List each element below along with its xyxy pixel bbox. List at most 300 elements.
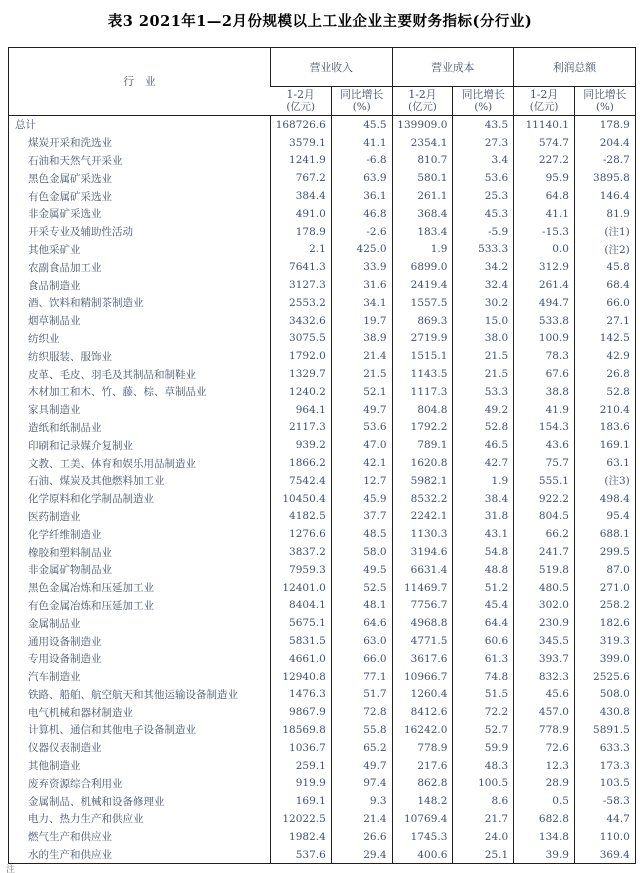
value-cell: 41.1 <box>331 134 392 152</box>
industry-cell: 造纸和纸制品业 <box>28 421 102 434</box>
value-cell: 15.0 <box>453 312 514 330</box>
value-cell: 10769.4 <box>392 810 453 828</box>
value-cell: 9867.9 <box>271 703 332 721</box>
subheader-line2: (%) <box>474 101 493 113</box>
subheader-line1: 同比增长 <box>461 88 505 101</box>
value-cell: 66.0 <box>331 650 392 668</box>
value-cell: 5831.5 <box>271 632 332 650</box>
industry-cell: 仪器仪表制造业 <box>28 742 102 755</box>
table-row <box>9 223 636 241</box>
table-row <box>9 169 636 187</box>
value-cell: 3432.6 <box>271 312 332 330</box>
value-cell: 182.6 <box>574 614 635 632</box>
value-cell: 10450.4 <box>271 490 332 508</box>
value-cell: 1866.2 <box>271 454 332 472</box>
value-cell: 46.8 <box>331 205 392 223</box>
table-row <box>9 561 636 579</box>
value-cell: 230.9 <box>514 614 575 632</box>
value-cell: -15.3 <box>514 223 575 241</box>
value-cell: 810.7 <box>392 152 453 170</box>
value-cell: 97.4 <box>331 774 392 792</box>
table-row <box>9 650 636 668</box>
value-cell: 1982.4 <box>271 828 332 846</box>
value-cell: 148.2 <box>392 792 453 810</box>
value-cell: 271.0 <box>574 579 635 597</box>
financial-indicators-table <box>8 47 636 864</box>
value-cell: 682.8 <box>514 810 575 828</box>
value-cell: 74.8 <box>453 668 514 686</box>
value-cell: (注1) <box>574 223 635 241</box>
value-cell: 59.9 <box>453 739 514 757</box>
value-cell: 3194.6 <box>392 543 453 561</box>
table-row <box>9 276 636 294</box>
value-cell: 27.3 <box>453 134 514 152</box>
value-cell: 299.5 <box>574 543 635 561</box>
value-cell: 319.3 <box>574 632 635 650</box>
table-row <box>9 401 636 419</box>
subheader-line1: 同比增长 <box>583 88 627 101</box>
value-cell: 508.0 <box>574 686 635 704</box>
value-cell: 3579.1 <box>271 134 332 152</box>
value-cell: 29.4 <box>331 846 392 864</box>
value-cell: 33.9 <box>331 258 392 276</box>
industry-cell: 印刷和记录媒介复制业 <box>28 439 133 452</box>
subheader-revenue-amount <box>271 87 332 116</box>
value-cell: 345.5 <box>514 632 575 650</box>
value-cell: 4661.0 <box>271 650 332 668</box>
table-row <box>9 810 636 828</box>
value-cell: -28.7 <box>574 152 635 170</box>
value-cell: 533.3 <box>453 241 514 259</box>
value-cell: 53.6 <box>331 419 392 437</box>
value-cell: 1329.7 <box>271 365 332 383</box>
value-cell: 25.1 <box>453 846 514 864</box>
subheader-line1: 同比增长 <box>340 88 384 101</box>
value-cell: 767.2 <box>271 169 332 187</box>
value-cell: 1620.8 <box>392 454 453 472</box>
value-cell: 259.1 <box>271 757 332 775</box>
table-row <box>9 846 636 864</box>
value-cell: 38.8 <box>514 383 575 401</box>
value-cell: 384.4 <box>271 187 332 205</box>
value-cell: 58.0 <box>331 543 392 561</box>
value-cell: 48.5 <box>331 525 392 543</box>
industry-cell: 食品制造业 <box>28 279 81 292</box>
value-cell: 43.5 <box>453 116 514 134</box>
value-cell: 100.5 <box>453 774 514 792</box>
industry-cell: 非金属矿采选业 <box>28 208 102 221</box>
value-cell: 1260.4 <box>392 686 453 704</box>
value-cell: 11469.7 <box>392 579 453 597</box>
value-cell: 204.4 <box>574 134 635 152</box>
table-row <box>9 739 636 757</box>
value-cell: 27.1 <box>574 312 635 330</box>
industry-cell: 金属制品、机械和设备修理业 <box>28 795 165 808</box>
subheader-line2: (%) <box>352 101 371 113</box>
value-cell: 39.9 <box>514 846 575 864</box>
industry-cell: 有色金属矿采选业 <box>28 190 112 203</box>
value-cell: -5.9 <box>453 223 514 241</box>
value-cell: 41.9 <box>514 401 575 419</box>
table-row <box>9 365 636 383</box>
value-cell: 832.3 <box>514 668 575 686</box>
value-cell: 12401.0 <box>271 579 332 597</box>
value-cell: 53.6 <box>453 169 514 187</box>
industry-cell: 黑色金属冶炼和压延加工业 <box>28 582 154 595</box>
industry-cell: 废弃资源综合利用业 <box>28 777 123 790</box>
table-row <box>9 828 636 846</box>
table-row <box>9 579 636 597</box>
value-cell: 55.8 <box>331 721 392 739</box>
value-cell: 258.2 <box>574 597 635 615</box>
value-cell: 3617.6 <box>392 650 453 668</box>
value-cell: 48.3 <box>453 757 514 775</box>
value-cell: 5891.5 <box>574 721 635 739</box>
value-cell: 368.4 <box>392 205 453 223</box>
value-cell: 51.5 <box>453 686 514 704</box>
value-cell: 178.9 <box>271 223 332 241</box>
value-cell: 688.1 <box>574 525 635 543</box>
value-cell: 48.8 <box>453 561 514 579</box>
table-body <box>9 116 636 864</box>
value-cell: 67.6 <box>514 365 575 383</box>
value-cell: 261.4 <box>514 276 575 294</box>
industry-cell: 酒、饮料和精制茶制造业 <box>28 297 144 310</box>
subheader-line2: (亿元) <box>408 101 437 113</box>
value-cell: 241.7 <box>514 543 575 561</box>
value-cell: 480.5 <box>514 579 575 597</box>
value-cell: 804.5 <box>514 508 575 526</box>
value-cell: 369.4 <box>574 846 635 864</box>
subheader-revenue-growth <box>331 87 392 116</box>
value-cell: 28.9 <box>514 774 575 792</box>
value-cell: 64.4 <box>453 614 514 632</box>
value-cell: 38.4 <box>453 490 514 508</box>
group-header-cost: 营业成本 <box>392 48 514 87</box>
value-cell: 519.8 <box>514 561 575 579</box>
table-row <box>9 614 636 632</box>
value-cell: 48.1 <box>331 597 392 615</box>
value-cell: 52.5 <box>331 579 392 597</box>
table-row <box>9 205 636 223</box>
value-cell: 217.6 <box>392 757 453 775</box>
value-cell: 804.8 <box>392 401 453 419</box>
industry-cell: 电气机械和器材制造业 <box>28 706 133 719</box>
value-cell: 34.2 <box>453 258 514 276</box>
value-cell: 30.2 <box>453 294 514 312</box>
value-cell: 1792.2 <box>392 419 453 437</box>
industry-cell: 煤炭开采和洗选业 <box>28 137 112 150</box>
value-cell: 49.5 <box>331 561 392 579</box>
value-cell: 964.1 <box>271 401 332 419</box>
value-cell: 11140.1 <box>514 116 575 134</box>
table-row <box>9 757 636 775</box>
table-row <box>9 134 636 152</box>
value-cell: 65.2 <box>331 739 392 757</box>
table-row <box>9 241 636 259</box>
table-row <box>9 152 636 170</box>
industry-cell: 家具制造业 <box>28 404 81 417</box>
industry-cell: 计算机、通信和其他电子设备制造业 <box>28 724 196 737</box>
value-cell: 183.6 <box>574 419 635 437</box>
industry-cell: 汽车制造业 <box>28 671 81 684</box>
value-cell: 45.3 <box>453 205 514 223</box>
value-cell: 77.1 <box>331 668 392 686</box>
value-cell: 42.1 <box>331 454 392 472</box>
value-cell: 168726.6 <box>271 116 332 134</box>
value-cell: 778.9 <box>514 721 575 739</box>
value-cell: 146.4 <box>574 187 635 205</box>
value-cell: 100.9 <box>514 330 575 348</box>
value-cell: 580.1 <box>392 169 453 187</box>
value-cell: 537.6 <box>271 846 332 864</box>
table-row <box>9 116 636 134</box>
industry-cell: 燃气生产和供应业 <box>28 831 112 844</box>
industry-cell: 其他制造业 <box>28 760 81 773</box>
industry-cell: 石油和天然气开采业 <box>28 154 123 167</box>
value-cell: 37.7 <box>331 508 392 526</box>
value-cell: 399.0 <box>574 650 635 668</box>
table-row <box>9 525 636 543</box>
value-cell: 44.7 <box>574 810 635 828</box>
value-cell: -2.6 <box>331 223 392 241</box>
subheader-profit-amount <box>514 87 575 116</box>
table-row <box>9 490 636 508</box>
value-cell: 42.9 <box>574 347 635 365</box>
value-cell: 103.5 <box>574 774 635 792</box>
value-cell: 3.4 <box>453 152 514 170</box>
value-cell: 34.1 <box>331 294 392 312</box>
industry-cell: 非金属矿物制品业 <box>28 564 112 577</box>
value-cell: 45.5 <box>331 116 392 134</box>
value-cell: 3075.5 <box>271 330 332 348</box>
group-header-row <box>9 48 636 87</box>
value-cell: 430.8 <box>574 703 635 721</box>
value-cell: 3895.8 <box>574 169 635 187</box>
table-row <box>9 686 636 704</box>
industry-cell: 医药制造业 <box>28 510 81 523</box>
value-cell: 227.2 <box>514 152 575 170</box>
value-cell: 21.4 <box>331 347 392 365</box>
value-cell: 302.0 <box>514 597 575 615</box>
industry-cell: 石油、煤炭及其他燃料加工业 <box>28 475 165 488</box>
subheader-cost-growth <box>453 87 514 116</box>
table-row <box>9 543 636 561</box>
industry-cell: 电力、热力生产和供应业 <box>28 813 144 826</box>
table-row <box>9 668 636 686</box>
industry-cell: 农副食品加工业 <box>28 261 102 274</box>
value-cell: 2553.2 <box>271 294 332 312</box>
industry-cell: 纺织业 <box>28 332 60 345</box>
value-cell: 400.6 <box>392 846 453 864</box>
value-cell: 312.9 <box>514 258 575 276</box>
value-cell: 778.9 <box>392 739 453 757</box>
footnote-mark: 注 <box>6 865 16 873</box>
value-cell: 31.8 <box>453 508 514 526</box>
value-cell: 6899.0 <box>392 258 453 276</box>
value-cell: 1476.3 <box>271 686 332 704</box>
subheader-line1: 1-2月 <box>529 88 559 101</box>
table-row <box>9 454 636 472</box>
value-cell: 3837.2 <box>271 543 332 561</box>
value-cell: 63.1 <box>574 454 635 472</box>
value-cell: 66.0 <box>574 294 635 312</box>
table-row <box>9 792 636 810</box>
table-row <box>9 632 636 650</box>
value-cell: 54.8 <box>453 543 514 561</box>
value-cell: 2354.1 <box>392 134 453 152</box>
industry-cell: 金属制品业 <box>28 617 81 630</box>
value-cell: 61.3 <box>453 650 514 668</box>
value-cell: 8532.2 <box>392 490 453 508</box>
value-cell: 2242.1 <box>392 508 453 526</box>
value-cell: 31.6 <box>331 276 392 294</box>
value-cell: 425.0 <box>331 241 392 259</box>
industry-cell: 其他采矿业 <box>28 243 81 256</box>
value-cell: 64.8 <box>514 187 575 205</box>
value-cell: 45.4 <box>453 597 514 615</box>
value-cell: 68.4 <box>574 276 635 294</box>
value-cell: 555.1 <box>514 472 575 490</box>
value-cell: 49.7 <box>331 401 392 419</box>
value-cell: 0.0 <box>514 241 575 259</box>
table-row <box>9 721 636 739</box>
value-cell: 25.3 <box>453 187 514 205</box>
industry-cell: 化学纤维制造业 <box>28 528 102 541</box>
table-row <box>9 436 636 454</box>
value-cell: 8404.1 <box>271 597 332 615</box>
value-cell: 47.0 <box>331 436 392 454</box>
table-row <box>9 383 636 401</box>
value-cell: 1143.5 <box>392 365 453 383</box>
value-cell: 49.7 <box>331 757 392 775</box>
value-cell: 183.4 <box>392 223 453 241</box>
industry-cell: 文教、工美、体育和娱乐用品制造业 <box>28 457 196 470</box>
value-cell: 63.9 <box>331 169 392 187</box>
value-cell: 8412.6 <box>392 703 453 721</box>
value-cell: 919.9 <box>271 774 332 792</box>
value-cell: 1241.9 <box>271 152 332 170</box>
value-cell: 139909.0 <box>392 116 453 134</box>
value-cell: 72.6 <box>514 739 575 757</box>
value-cell: 38.0 <box>453 330 514 348</box>
value-cell: 21.4 <box>331 810 392 828</box>
value-cell: 154.3 <box>514 419 575 437</box>
value-cell: 2419.4 <box>392 276 453 294</box>
value-cell: 32.4 <box>453 276 514 294</box>
industry-cell: 总计 <box>15 119 36 132</box>
value-cell: 2525.6 <box>574 668 635 686</box>
value-cell: 110.0 <box>574 828 635 846</box>
value-cell: 18569.8 <box>271 721 332 739</box>
industry-cell: 木材加工和木、竹、藤、棕、草制品业 <box>28 386 207 399</box>
industry-column-header: 行 业 <box>9 48 271 116</box>
subheader-line2: (亿元) <box>286 101 315 113</box>
value-cell: 2.1 <box>271 241 332 259</box>
value-cell: 78.3 <box>514 347 575 365</box>
value-cell: 1036.7 <box>271 739 332 757</box>
value-cell: 7641.3 <box>271 258 332 276</box>
table-title: 表3 2021年1—2月份规模以上工业企业主要财务指标(分行业) <box>107 13 533 30</box>
value-cell: 45.9 <box>331 490 392 508</box>
value-cell: 2719.9 <box>392 330 453 348</box>
value-cell: (注3) <box>574 472 635 490</box>
value-cell: -58.3 <box>574 792 635 810</box>
value-cell: 51.7 <box>331 686 392 704</box>
value-cell: 173.3 <box>574 757 635 775</box>
value-cell: 81.9 <box>574 205 635 223</box>
table-row <box>9 472 636 490</box>
value-cell: 922.2 <box>514 490 575 508</box>
subheader-profit-growth <box>574 87 635 116</box>
value-cell: (注2) <box>574 241 635 259</box>
value-cell: 939.2 <box>271 436 332 454</box>
table-row <box>9 703 636 721</box>
value-cell: 1276.6 <box>271 525 332 543</box>
industry-cell: 水的生产和供应业 <box>28 849 112 862</box>
value-cell: 45.8 <box>574 258 635 276</box>
industry-cell: 开采专业及辅助性活动 <box>28 226 133 239</box>
value-cell: 10966.7 <box>392 668 453 686</box>
table-row <box>9 347 636 365</box>
value-cell: 12940.8 <box>271 668 332 686</box>
value-cell: 72.2 <box>453 703 514 721</box>
value-cell: 7542.4 <box>271 472 332 490</box>
value-cell: 9.3 <box>331 792 392 810</box>
value-cell: 862.8 <box>392 774 453 792</box>
value-cell: 21.5 <box>331 365 392 383</box>
value-cell: 1.9 <box>392 241 453 259</box>
value-cell: 52.1 <box>331 383 392 401</box>
value-cell: 142.5 <box>574 330 635 348</box>
value-cell: 1130.3 <box>392 525 453 543</box>
value-cell: 95.9 <box>514 169 575 187</box>
industry-cell: 橡胶和塑料制品业 <box>28 546 112 559</box>
value-cell: 42.7 <box>453 454 514 472</box>
table-row <box>9 774 636 792</box>
value-cell: 51.2 <box>453 579 514 597</box>
value-cell: 43.6 <box>514 436 575 454</box>
value-cell: 53.3 <box>453 383 514 401</box>
value-cell: 169.1 <box>271 792 332 810</box>
industry-cell: 专用设备制造业 <box>28 653 102 666</box>
value-cell: 66.2 <box>514 525 575 543</box>
value-cell: 21.5 <box>453 347 514 365</box>
value-cell: 21.5 <box>453 365 514 383</box>
industry-cell: 铁路、船舶、航空航天和其他运输设备制造业 <box>28 688 238 701</box>
value-cell: -6.8 <box>331 152 392 170</box>
value-cell: 95.4 <box>574 508 635 526</box>
value-cell: 4182.5 <box>271 508 332 526</box>
value-cell: 52.8 <box>453 419 514 437</box>
table-row <box>9 330 636 348</box>
subheader-line2: (亿元) <box>529 101 559 113</box>
value-cell: 64.6 <box>331 614 392 632</box>
value-cell: 52.7 <box>453 721 514 739</box>
value-cell: 169.1 <box>574 436 635 454</box>
table-row <box>9 294 636 312</box>
value-cell: 498.4 <box>574 490 635 508</box>
industry-cell: 通用设备制造业 <box>28 635 102 648</box>
industry-cell: 纺织服装、服饰业 <box>28 350 112 363</box>
value-cell: 46.5 <box>453 436 514 454</box>
table-row <box>9 597 636 615</box>
value-cell: 3127.3 <box>271 276 332 294</box>
value-cell: 5675.1 <box>271 614 332 632</box>
value-cell: 72.8 <box>331 703 392 721</box>
value-cell: 533.8 <box>514 312 575 330</box>
value-cell: 75.7 <box>514 454 575 472</box>
